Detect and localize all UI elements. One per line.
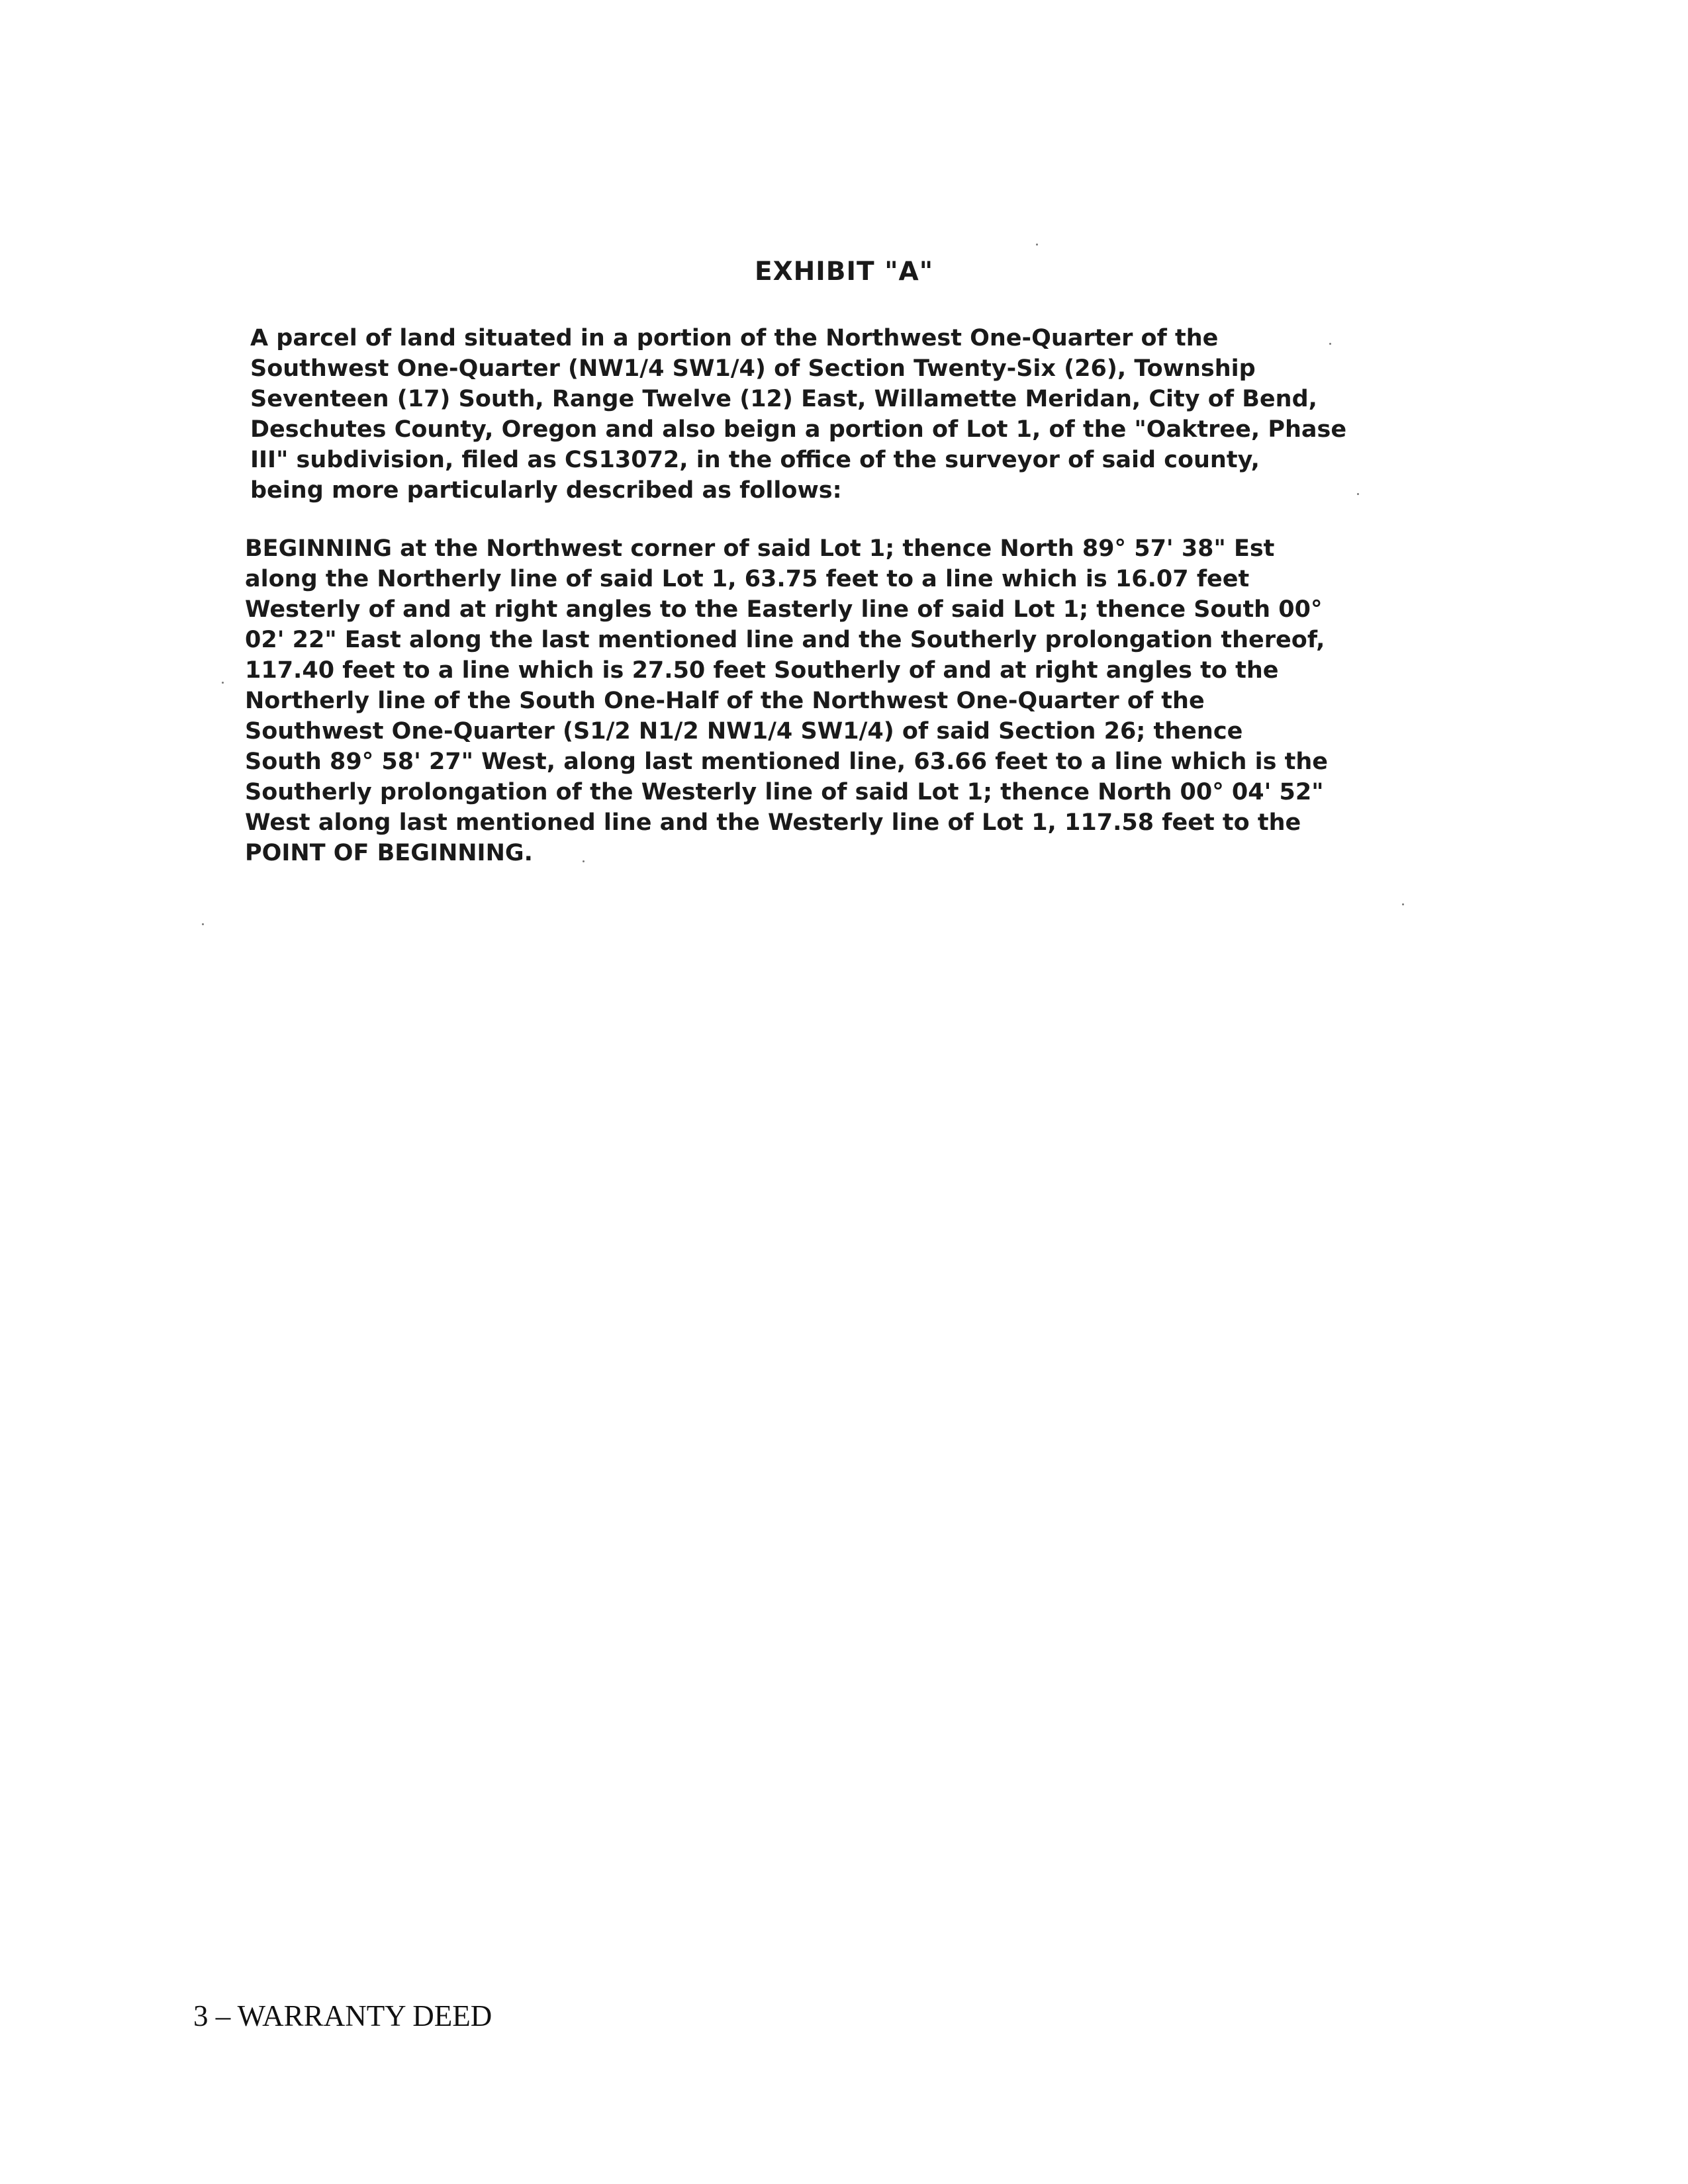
metes-and-bounds-paragraph	[245, 533, 1328, 868]
paragraph-line: Seventeen (17) South, Range Twelve (12) East, Willamette Meridan, City of Bend,	[250, 386, 1317, 412]
scan-speck	[202, 923, 204, 925]
paragraph-line: Southerly prolongation of the Westerly line of said Lot 1; thence North 00° 04' 52"	[245, 779, 1324, 805]
paragraph-line: POINT OF BEGINNING.	[245, 840, 533, 866]
paragraph-line: 02' 22" East along the last mentioned line and the Southerly prolongation thereof,	[245, 627, 1325, 653]
paragraph-line: III" subdivision, filed as CS13072, in the office of the surveyor of said county,	[250, 447, 1260, 473]
paragraph-line: Northerly line of the South One-Half of the Northwest One-Quarter of the	[245, 688, 1205, 714]
scan-speck	[222, 682, 224, 684]
paragraph-line: 117.40 feet to a line which is 27.50 feet Southerly of and at right angles to the	[245, 657, 1279, 684]
paragraph-line: West along last mentioned line and the Westerly line of Lot 1, 117.58 feet to the	[245, 809, 1301, 836]
parcel-description-paragraph	[250, 323, 1346, 506]
page-footer: 3 – WARRANTY DEED	[193, 1999, 492, 2032]
paragraph-line: Westerly of and at right angles to the Easterly line of said Lot 1; thence South 00°	[245, 596, 1323, 623]
paragraph-line: Deschutes County, Oregon and also beign a portion of Lot 1, of the "Oaktree, Phase	[250, 416, 1347, 443]
scan-speck	[1329, 343, 1331, 345]
scan-speck	[1036, 244, 1038, 246]
paragraph-line: Southwest One-Quarter (S1/2 N1/2 NW1/4 SW1/4) of said Section 26; thence	[245, 718, 1243, 745]
paragraph-line: Southwest One-Quarter (NW1/4 SW1/4) of Section Twenty-Six (26), Township	[250, 355, 1256, 382]
scan-speck	[1402, 903, 1404, 905]
paragraph-line: South 89° 58' 27" West, along last mentioned line, 63.66 feet to a line which is the	[245, 749, 1328, 775]
exhibit-title: EXHIBIT "A"	[754, 257, 934, 287]
paragraph-line: A parcel of land situated in a portion of the Northwest One-Quarter of the	[250, 325, 1219, 351]
paragraph-line: along the Northerly line of said Lot 1, 63.75 feet to a line which is 16.07 feet	[245, 566, 1250, 592]
paragraph-line: BEGINNING at the Northwest corner of said Lot 1; thence North 89° 57' 38" Est	[245, 535, 1275, 562]
scan-speck	[1357, 493, 1359, 495]
paragraph-line: being more particularly described as follows:	[250, 477, 842, 504]
scan-speck	[583, 860, 585, 862]
